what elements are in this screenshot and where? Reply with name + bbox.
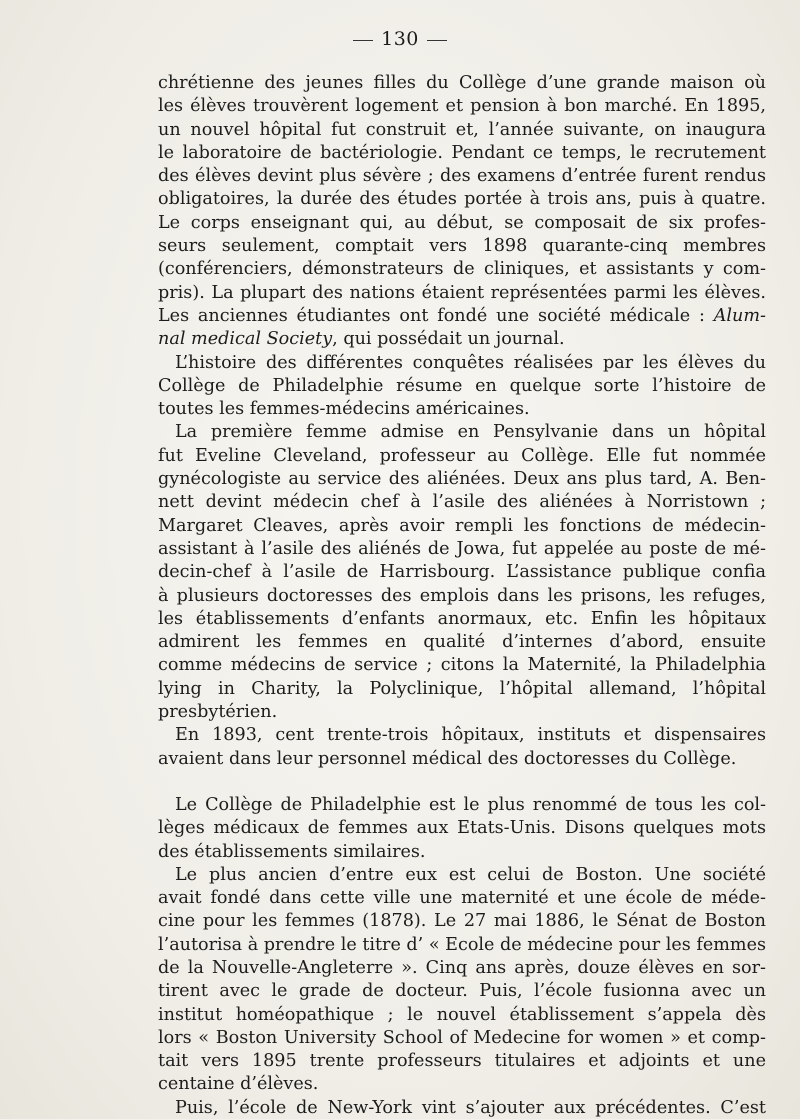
- text-line: comme médecins de service ; citons la Maternité, la Philadelphia: [158, 655, 766, 676]
- page-header: [0, 28, 800, 50]
- text-line: gynécologiste au service des aliénées. Deux ans plus tard, A. Ben-: [158, 469, 766, 490]
- text-line: institut homéopathique ; le nouvel établissement s’appela dès: [158, 1004, 766, 1025]
- text-line: La première femme admise en Pensylvanie dans un hôpital: [175, 422, 766, 443]
- text-line: En 1893, cent trente-trois hôpitaux, instituts et dispensaires: [175, 725, 766, 746]
- section-gap: [158, 771, 766, 794]
- text-line: à plusieurs doctoresses des emplois dans les prisons, les refuges,: [158, 585, 766, 606]
- text-line: Le corps enseignant qui, au début, se composait de six profes-: [158, 212, 766, 233]
- text-line: obligatoires, la durée des études portée à trois ans, puis à quatre.: [158, 189, 766, 210]
- text-line-mixed: [158, 305, 766, 328]
- text-line: (conférenciers, démonstrateurs de cliniques, et assistants y com-: [158, 259, 766, 280]
- text-line: nett devint médecin chef à l’asile des aliénées à Norristown ;: [158, 492, 766, 513]
- text-line: lying in Charity, la Polyclinique, l’hôpital allemand, l’hôpital: [158, 678, 766, 699]
- text-line: Le Collège de Philadelphie est le plus renommé de tous les col-: [175, 794, 766, 815]
- header-dash-left: [353, 40, 373, 41]
- text-line: Margaret Cleaves, après avoir rempli les fonctions de médecin-: [158, 515, 766, 536]
- body-text: [158, 72, 766, 1120]
- text-line: de la Nouvelle-Angleterre ». Cinq ans après, douze élèves en sor-: [158, 957, 766, 978]
- header-dash-right: [427, 40, 447, 41]
- italic-segment: nal medical Society: [158, 329, 333, 350]
- text-line: les établissements d’enfants anormaux, etc. Enfin les hôpitaux: [158, 608, 766, 629]
- text-line: L’histoire des différentes conquêtes réalisées par les élèves du: [175, 352, 766, 373]
- text-line-mixed: [158, 328, 766, 351]
- text-line: des élèves devint plus sévère ; des examens d’entrée furent rendus: [158, 166, 766, 187]
- text-line: cine pour les femmes (1878). Le 27 mai 1886, le Sénat de Boston: [158, 911, 766, 932]
- text-line: decin-chef à l’asile de Harrisbourg. L’assistance publique confia: [158, 562, 766, 583]
- text-segment: , qui possédait un journal.: [332, 329, 565, 350]
- text-line: Puis, l’école de New-York vint s’ajouter aux précédentes. C’est: [175, 1097, 766, 1118]
- text-line: les élèves trouvèrent logement et pension à bon marché. En 1895,: [158, 96, 766, 117]
- text-line: avaient dans leur personnel médical des doctoresses du Collège.: [158, 748, 737, 769]
- text-line: fut Eveline Cleveland, professeur au Collège. Elle fut nommée: [158, 445, 766, 466]
- text-line: l’autorisa à prendre le titre d’ « Ecole de médecine pour les femmes: [158, 934, 766, 955]
- text-line: avait fondé dans cette ville une maternité et une école de méde-: [158, 888, 766, 909]
- text-line: Le plus ancien d’entre eux est celui de Boston. Une société: [175, 864, 766, 885]
- text-line: un nouvel hôpital fut construit et, l’année suivante, on inaugura: [158, 119, 766, 140]
- text-line: centaine d’élèves.: [158, 1074, 319, 1095]
- text-line: le laboratoire de bactériologie. Pendant ce temps, le recrutement: [158, 142, 766, 163]
- text-line: tait vers 1895 trente professeurs titulaires et adjoints et une: [158, 1051, 766, 1072]
- text-line: toutes les femmes-médecins américaines.: [158, 399, 530, 420]
- text-line: assistant à l’asile des aliénés de Jowa, fut appelée au poste de mé-: [158, 538, 766, 559]
- text-line: seurs seulement, comptait vers 1898 quarante-cinq membres: [158, 236, 766, 257]
- text-segment: Les anciennes étudiantes ont fondé une société médicale :: [158, 305, 705, 326]
- italic-segment: Alum-: [713, 305, 766, 326]
- text-line: lors « Boston University School of Medecine for women » et comp-: [158, 1027, 766, 1048]
- text-line: lèges médicaux de femmes aux Etats-Unis. Disons quelques mots: [158, 818, 766, 839]
- text-line: chrétienne des jeunes filles du Collège d’une grande maison où: [158, 73, 766, 93]
- page-number: 130: [381, 28, 419, 50]
- text-line: presbytérien.: [158, 702, 278, 723]
- text-line: admirent les femmes en qualité d’internes d’abord, ensuite: [158, 632, 766, 653]
- text-line: Collège de Philadelphie résume en quelque sorte l’histoire de: [158, 375, 766, 396]
- text-line: des établissements similaires.: [158, 841, 426, 862]
- text-line: pris). La plupart des nations étaient représentées parmi les élèves.: [158, 282, 766, 303]
- text-line: tirent avec le grade de docteur. Puis, l’école fusionna avec un: [158, 981, 766, 1002]
